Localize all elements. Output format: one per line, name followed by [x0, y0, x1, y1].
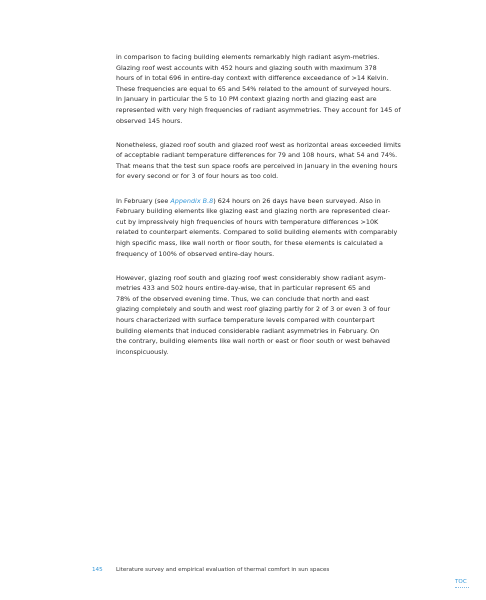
text-line: of acceptable radiant temperature differences for 79 and 108 hours, what 54 and 74%.: [116, 151, 398, 160]
text-line: building elements that induced considerable radiant asymmetries in February. On: [116, 326, 380, 335]
toc-underline: [455, 587, 469, 588]
text-line: cut by impressively high frequencies of hours with temperature differences >10K: [116, 217, 379, 226]
text-line: glazing completely and south and west roof glazing partly for 2 of 3 or even 3 of four: [116, 305, 391, 314]
text-line: Glazing roof west accounts with 452 hours and glazing south with maximum 378: [116, 63, 377, 72]
text-line: frequency of 100% of observed entire-day hours.: [116, 249, 275, 258]
paragraph-1: [116, 52, 456, 126]
text-line: high specific mass, like wall north or floor south, for these elements is calculated a: [116, 238, 383, 247]
text-line: In January in particular the 5 to 10 PM context glazing north and glazing east are: [116, 95, 377, 104]
paragraph-2: [116, 140, 456, 182]
text-line: That means that the test sun space roofs are perceived in January in the evening hours: [116, 161, 398, 170]
text-line: in comparison to facing building elements remarkably high radiant asym-metries.: [116, 53, 380, 61]
text-line: February building elements like glazing east and glazing north are represented clear-: [116, 207, 391, 216]
text-line: Nonetheless, glazed roof south and glazed roof west as horizontal areas exceeded limits: [116, 140, 401, 149]
paragraph-3: [116, 196, 456, 260]
text-line: represented with very high frequencies of radiant asymmetries. They account for 145 of: [116, 105, 401, 114]
text-line: However, glazing roof south and glazing roof west considerably show radiant asym-: [116, 273, 386, 282]
text-line: [116, 196, 456, 207]
text-line: inconspicuously.: [116, 347, 169, 356]
toc-link[interactable]: TOC: [455, 579, 467, 585]
body-text: [116, 52, 456, 371]
text-line: hours of in total 696 in entire-day context with difference exceedance of >14 Kelvin.: [116, 74, 389, 83]
text-line: observed 145 hours.: [116, 116, 183, 125]
paragraph-4: [116, 273, 456, 358]
running-title: Literature survey and empirical evaluation of thermal comfort in sun spaces: [116, 567, 330, 573]
text-line: for every second or for 3 of four hours as too cold.: [116, 172, 279, 181]
text-line: metries 433 and 502 hours entire-day-wise, that in particular represent 65 and: [116, 284, 371, 293]
text-fragment: ) 624 hours on 26 days have been surveyed. Also in: [213, 196, 381, 205]
text-line: hours characterized with surface temperature levels compared with counterpart: [116, 315, 375, 324]
text-line: related to counterpart elements. Compared to solid building elements with comparably: [116, 228, 398, 237]
appendix-link[interactable]: Appendix B.8: [170, 196, 214, 205]
text-line: the contrary, building elements like wall north or east or floor south or west behaved: [116, 337, 391, 346]
text-line: These frequencies are equal to 65 and 54% related to the amount of surveyed hours.: [116, 84, 392, 93]
page-number: 145: [92, 567, 103, 573]
text-line: 78% of the observed evening time. Thus, we can conclude that north and east: [116, 294, 370, 303]
text-fragment: In February (see: [116, 196, 171, 205]
page-footer: [92, 566, 329, 574]
